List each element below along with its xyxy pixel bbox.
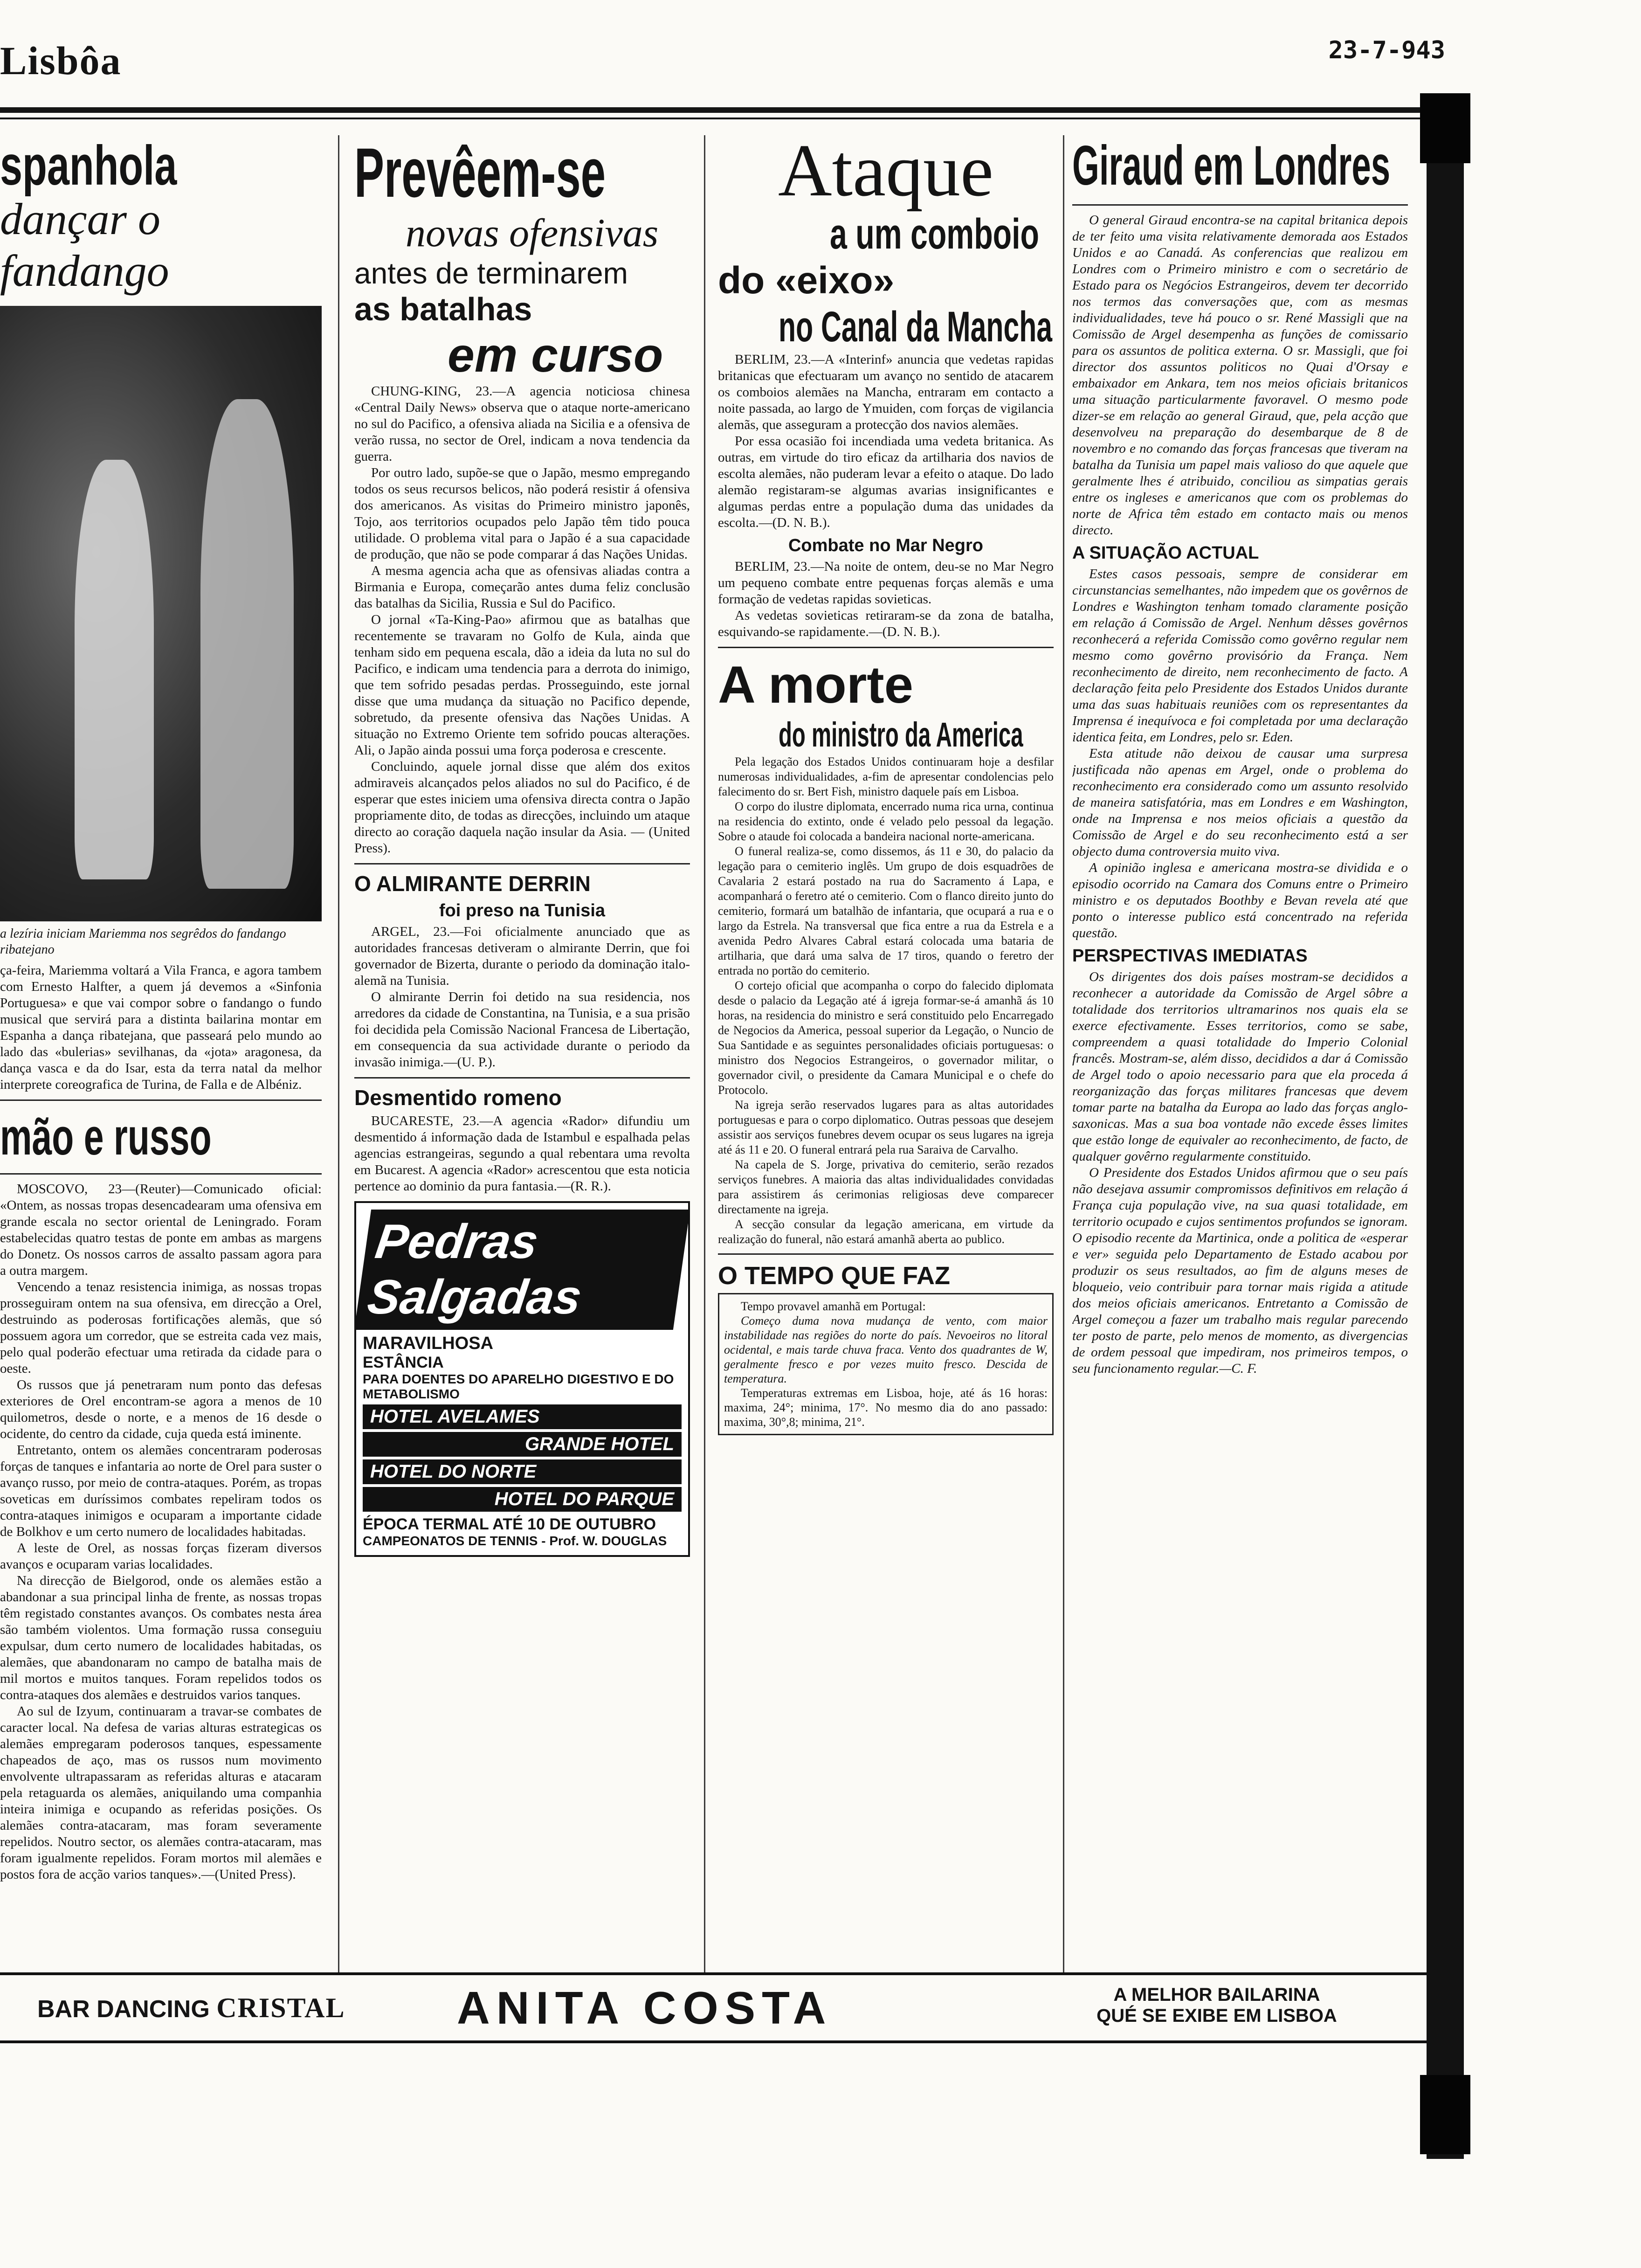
column-rule [1063,135,1064,1972]
derrin-paragraph: O almirante Derrin foi detido na sua residencia, nos arredores da cidade de Constantina, na Tunisia, e a sua prisão foi decidida pela Comissão Nacional Francesa de Libertação, em consequencia da sua actividade durante o periodo da invasão inimiga.—(U. P.). [354,989,690,1070]
divider [354,1077,690,1079]
divider [0,1099,322,1101]
ad-hotel-do-norte: HOTEL DO NORTE [363,1459,682,1484]
weather-forecast: Começo duma nova mudança de vento, com maior instabilidade nas regiões do norte do país. Nevoeiros no litoral ocidental, e mais tarde chuva fraca. Vento dos quadrantes de W, geralmente fresco e por vezes muito fresco. Descida de temperatura. [724,1314,1048,1385]
photo-caption: a lezíria iniciam Mariemma nos segrêdos do fandango ribatejano [0,927,286,957]
ad-bar-dancing-label: BAR DANCING [37,1996,210,2023]
ad-grande-hotel: GRANDE HOTEL [363,1432,682,1457]
subhead-ministro-america: do ministro da America [779,715,1023,754]
photo-figure-woman [75,460,154,879]
column-fandango-article [0,131,322,1972]
berlin-convoy-paragraph: BERLIM, 23.—A «Interinf» anuncia que vedetas rapidas britanicas que efectuaram um avanço no sentido de atacarem os comboios alemães na Mancha, entraram em contacto a noite passada, ao largo de Ymuiden, com forças de vigilancia alemãs, que asseguram a protecção dos navios alemães. [718,352,1054,432]
ad-cristal: CRISTAL [216,1992,345,2023]
ad-bar-dancing [37,1992,345,2024]
subhead-preso-tunisia: foi preso na Tunisia [439,901,606,920]
issue-date: 23-7-943 [1328,36,1445,64]
anita-costa-ad [0,1972,1427,2043]
fandango-text: ça-feira, Mariemma voltará a Vila Franca, e agora tambem com Ernesto Halfter, a quem já devemos a «Sinfonia Portuguesa» e que vai compor sobre o fandango o fundo musical que servirá para a distinta bailarina montar em Espanha a dança ribatejana, que passeará pelo mundo ao lado das «bulerias» sevilhanas, da «jota» aragonesa, da dança vasca e da do Isar, esta da terra natal da melhor interprete coreografica de Turina, de Falla e de Albéniz. [0,963,322,1092]
subhead-perspectivas-imediatas: PERSPECTIVAS IMEDIATAS [1072,946,1308,966]
column-convoy-attack [718,131,1054,1972]
ad-anita-costa: ANITA COSTA [457,1982,833,2033]
chungking-paragraph: CHUNG-KING, 23.—A agencia noticiosa chinesa «Central Daily News» observa que o ataque norte-americano no sul do Pacifico, a ofensiva aliada na Sicilia e a ofensiva de verão russa, no sector de Orel, indicam a nova tendencia da guerra. [354,384,690,464]
ad-line-doentes: PARA DOENTES DO APARELHO DIGESTIVO E DO METABOLISMO [363,1372,674,1401]
ad-hotel-do-parque: HOTEL DO PARQUE [363,1487,682,1512]
bucharest-paragraph: BUCARESTE, 23.—A agencia «Rador» difundiu um desmentido á informação dada de Istambul e espalhada pelas agencias estrangeiras, segundo a qual rebentara uma revolta em Bucarest. A agencia «Rador» acrescentou que esta noticia pertence ao dominio da pura fantasia.—(R. R.). [354,1113,690,1194]
subhead-as-batalhas: as batalhas [354,291,532,327]
column-rule [338,135,339,1972]
chungking-paragraph: Por outro lado, supõe-se que o Japão, mesmo empregando todos os seus recursos belicos, não poderá resistir á ofensiva dos americanos. As visitas do Primeiro ministro japonês, Tojo, aos territorios ocupados pelo Japão têm tido pouca utilidade. O problema vital para o Japão é a sua capacidade de produção, que não se pode comparar á das Nações Unidas. [354,465,690,562]
funeral-paragraph: O funeral realiza-se, como dissemos, ás 11 e 30, do palacio da legação para o cemiterio inglês. Um grupo de dois esquadrões de Cavalaria 2 estará postado na rua do Sacramento á Lapa, e acompanhará o feretro até o cemiterio. Com o flanco direito junto do cemiterio, formará um batalhão de infantaria, que ocupará a rua e o largo da Estrela. Na transversal que fica entre a rua da Estrela e a avenida Pedro Alvares Cabral estará colocada uma bataria de artilharia, que dará uma salva de 17 tiros, quando o feretro der entrada no portão do cemiterio. [718,844,1054,977]
pedras-salgadas-ad [354,1201,690,1557]
divider [1072,204,1408,206]
column-offensives [354,131,690,1972]
headline-espanhola: spanhola [0,134,177,197]
divider [0,1173,322,1175]
subhead-a-um-comboio: a um comboio [830,210,1039,258]
top-rule [0,107,1441,113]
subhead-antes-de-terminarem: antes de terminarem [354,256,628,290]
funeral-paragraph: A secção consular da legação americana, em virtude da realização do funeral, não estará amanhã aberta ao publico. [718,1217,1054,1246]
perspectivas-paragraph: Os dirigentes dos dois países mostram-se decididos a reconhecer a autoridade da Comissão de Argel sôbre a totalidade dos territorios ultramarinos nos quais ela se exerce efectivamente. Esses territorios, como se sabe, compreendem a quasi totalidade do Imperio Colonial francês. Mostram-se, além disso, decididos a dar á Comissão de Argel todo o apoio necessario para que ela proceda á reorganização das forças militares francesas que devem tomar parte na batalha da Europa ao lado das forças anglo-saxonicas. Mas a sua boa vontade não excede êsses limites que estão longe de equivaler ao reconhecimento, de facto, de qualquer govêrno regularmente constituido. [1072,969,1408,1164]
ad-hotel-avelames: HOTEL AVELAMES [363,1404,682,1429]
situacao-paragraph: Esta atitude não deixou de causar uma surpresa justificada não apenas em Argel, onde o problema do reconhecimento era considerado como um assunto resolvido de maneira satisfatória, mas em Londres e em Washington, onde na Imprensa e nos meios oficiais a questão da Comissão de Argel e do seu reconhecimento está a ser objecto duma controversia muito viva. [1072,746,1408,859]
ad-campeonatos: CAMPEONATOS DE TENNIS - Prof. W. DOUGLAS [363,1534,667,1548]
moscow-paragraph: Na direcção de Bielgorod, onde os alemães estão a abandonar a sua principal linha de frente, as nossas tropas têm registado constantes avanços. Os combates nesta área são também violentos. Uma formação russa conseguiu expulsar, dum certo numero de localidades habitadas, os alemães, que abandonaram no campo de batalha mais de mil mortos e muitos tanques. Foram repelidos todos os contra-ataques dos alemães e destruidos varios tanques. [0,1573,322,1702]
funeral-paragraph: O corpo do ilustre diplomata, encerrado numa rica urna, continua na residencia do extinto, onde é velado pelo pessoal da legação. Sobre o ataude foi colocada a bandeira nacional norte-americana. [718,800,1054,843]
divider [718,647,1054,648]
column-giraud [1072,131,1408,1972]
weather-temperatures: Temperaturas extremas em Lisboa, hoje, até ás 16 horas: maxima, 24°; minima, 17°. No mesmo dia do ano passado: maxima, 30°,8; minima, 21°. [724,1386,1048,1429]
subhead-mar-negro: Combate no Mar Negro [788,536,984,555]
headline-giraud-londres: Giraud em Londres [1072,134,1391,197]
black-sea-paragraph: As vedetas sovieticas retiraram-se da zona de batalha, esquivando-se rapidamente.—(D. N. B.). [718,608,1054,639]
subhead-situacao-actual: A SITUAÇÃO ACTUAL [1072,543,1259,563]
subhead-novas-ofensivas: novas ofensivas [406,210,659,255]
weather-intro: Tempo provavel amanhã em Portugal: [741,1300,926,1313]
weather-box [718,1293,1054,1435]
moscow-paragraph: Entretanto, ontem os alemães concentraram poderosas forças de tanques e infantaria ao norte de Orel para suster o avanço russo, por meio de contra-ataques. Porém, as tropas soveticas em duríssimos combates repeliram todos os contra-ataques inimigos e ocuparam a importante cidade de Bolkhov e um certo numero de localidades habitadas. [0,1443,322,1539]
moscow-paragraph: Ao sul de Izyum, continuaram a travar-se combates de caracter local. Na defesa de varias alturas estrategicas os alemães empregaram poderosos tanques, espessamente chapeados de aço, mas os russos num movimento envolvente ultrapassaram as referidas alturas e atacaram pela retaguarda os alemães, aniquilando uma companhia inteira inimiga e ocupando as referidas posições. Os alemães contra-atacaram, mas foram severamente repelidos. Noutro sector, os alemães contra-atacaram, mas foram igualmente repelidos. Foram mortos mil alemães e postos fora de acção varios tanques».—(United Press). [0,1704,322,1882]
ad-melhor-bailarina: A MELHOR BAILARINA [1113,1984,1320,2005]
headline-tempo-que-faz: O TEMPO QUE FAZ [718,1262,951,1290]
headline-a-morte: A morte [718,656,914,714]
headline-ataque: Ataque [778,131,994,212]
ad-right-text [1054,1984,1380,2026]
ad-line-maravilhosa: MARAVILHOSA [363,1334,494,1353]
subhead-fandango: dançar o fandango [0,194,169,296]
subhead-do-eixo: do «eixo» [718,259,895,302]
situacao-paragraph: Estes casos pessoais, sempre de considerar em circunstancias semelhantes, não impedem que os govêrnos de Londres e Washington tenham tomado claramente posição em relação á Comissão de Argel. Nenhum dêsses govêrnos reconhecerá a referida Comissão como govêrno regular nem mesmo como govêrno provisório da França. Nem reconhecimento de direito, nem reconhecimento de facto. A declaração feita pelo Presidente dos Estados Unidos durante uma das suas habituais reuniões com os representantes da Imprensa é inequívoca e foi completada por uma declaração identica feita, em Londres, pelo sr. Eden. [1072,567,1408,745]
subhead-em-curso: em curso [448,328,663,382]
funeral-paragraph: O cortejo oficial que acompanha o corpo do falecido diplomata desde o palacio da Legação até á igreja formar-se-á amanhã ás 10 horas, na residencia do ministro e será constituido pelo Encarregado de Negocios da America, pessoal superior da Legação, o Nuncio de Sua Santidade e as seguintes personalidades oficiais portuguesas: o ministro dos Negocios Estrangeiros, o governador militar, o governador civil, o presidente da Camara Municipal e o chefe do Protocolo. [718,979,1054,1097]
newspaper-name [0,37,122,84]
photo-figure-man [200,399,294,889]
berlin-convoy-paragraph: Por essa ocasião foi incendiada uma vedeta britanica. As outras, em virtude do tiro eficaz da artilharia dos navios de escolta alemães, não puderam levar a efeito o ataque. Do lado alemão registaram-se algumas avarias insignificantes e algumas perdas entre a população duma das unidades da escolta.—(D. N. B.). [718,434,1054,530]
black-sea-paragraph: BERLIM, 23.—Na noite de ontem, deu-se no Mar Negro um pequeno combate entre pequenas forças alemãs e uma formação de vedetas rapidas sovieticas. [718,559,1054,607]
column-rule [704,135,705,1972]
chungking-paragraph: A mesma agencia acha que as ofensivas aliadas contra a Birmania e Europa, começarão antes duma feliz conclusão das batalhas da Sicilia, Russia e Sul do Pacifico. [354,563,690,611]
ad-line-estancia: ESTÂNCIA [363,1354,444,1371]
moscow-paragraph: MOSCOVO, 23—(Reuter)—Comunicado oficial: «Ontem, as nossas tropas desencadearam uma ofensiva em grande escala no sector oriental de Leningrado. Foram estabelecidas quatro testas de ponte em ambas as margens do Donetz. Os nossos carros de assalto passam agora para a outra margem. [0,1182,322,1278]
derrin-paragraph: ARGEL, 23.—Foi oficialmente anunciado que as autoridades francesas detiveram o almirante Derrin, que foi governador de Bizerta, durante o periodo da dominação italo-alemã na Tunisia. [354,924,690,988]
chungking-paragraph: O jornal «Ta-King-Pao» afirmou que as batalhas que recentemente se travaram no Golfo de Kula, ainda que tenham sido em pequena escala, dão a ideia da luta no sul do Pacifico, e indicam uma tendencia para a derrota do inimigo, que tem sofrido pesadas perdas. Prosseguindo, este jornal disse que uma mudança da situação no Pacifico depende, sobretudo, da presente ofensiva das Nações Unidas. A situação no Extremo Oriente tem sofrido poucas alterações. Ali, o Japão ainda possui uma força poderosa e crescente. [354,612,690,758]
giraud-paragraph: O general Giraud encontra-se na capital britanica depois de ter feito uma visita relativamente demorada aos Estados Unidos e ao Canadá. As conferencias que realizou em Londres com o Primeiro ministro e com o secretário de Estado para os Negócios Estrangeiros, devem ter decorrido nos termos das conversações que, com as mesmas individualidades, teve há pouco o sr. René Massigli que na Comissão de Argel desempenha as funções de comissario para os assuntos de politica externa. O sr. Massigli, que foi director dos assuntos politicos no Quai d'Orsay e embaixador em Ankara, tem nos meios oficiais britanicos uma situação particularmente favoravel. O mesmo pode dizer-se em relação ao general Giraud, que, pela acção que desenvolveu na preparação do desembarque de 8 de novembro e no comando das forças francesas que tiveram na batalha da Tunisia um papel mais valioso do que aquele que geralmente lhes é atribuido, conciliou as simpatias gerais entre os ingleses e americanos que com os problemas do norte de Africa têm estado em contacto mais ou menos directo. [1072,213,1408,538]
top-rule-thin [0,118,1441,119]
perspectivas-paragraph: O Presidente dos Estados Unidos afirmou que o seu país não desejava assumir compromissos definitivos em relação á França cuja população vive, na sua quasi totalidade, em territorio ocupado e cujos sentimentos profundos se ignoram. O episodio recente da Martinica, onde a politica de «esperar e ver» seguida pelo Departamento de Estado acabou por produzir os seus resultados, ao fim de alguns meses de bloqueio, veio contribuir para tornar mais rigida a atitude dos meios oficiais americanos. Entretanto a Comissão de Argel começou a fazer um trabalho mais regular parecendo ter posto de parte, pelo menos de momento, as divergencias de ordem pessoal que impediram, nos primeiros tempos, o seu funcionamento regular.—C. F. [1072,1165,1408,1376]
chungking-paragraph: Concluindo, aquele jornal disse que além dos exitos admiraveis alcançados pelos aliados no sul do Pacifico, é de esperar que estes iniciem uma ofensiva directa contra o Japão propriamente dito, de todas as direcções, incluindo um ataque directo ao coração daquela nação insular da Asia. — (United Press). [354,759,690,856]
situacao-paragraph: A opinião inglesa e americana mostra-se dividida e o episodio ocorrido na Camara dos Comuns entre o Primeiro ministro e os deputados Boothby e Bevan revela até que ponto o interesse publico está concentrado na referida questão. [1072,860,1408,940]
headline-alemao-russo: mão e russo [0,1108,212,1166]
moscow-paragraph: Os russos que já penetraram num ponto das defesas exteriores de Orel encontram-se agora a menos de 10 quilometros, desde o norte, e a menos de 16 desde o ocidente, do centro da cidade, cuja queda está iminente. [0,1377,322,1441]
divider [718,1253,1054,1255]
funeral-paragraph: Pela legação dos Estados Unidos continuaram hoje a desfilar numerosas individualidades, a-fim de apresentar condolencias pelo falecimento do sr. Bert Fish, ministro daquele país em Lisboa. [718,755,1054,798]
moscow-paragraph: Vencendo a tenaz resistencia inimiga, as nossas tropas prosseguiram ontem na sua ofensiva, em direcção a Orel, destruindo as poderosas fortificações alemãs, que só possuem agora um corredor, que se estreita cada vez mais, pelo qual poderão efectuar uma retirada da cidade para o oeste. [0,1279,322,1376]
divider [354,863,690,864]
funeral-paragraph: Na capela de S. Jorge, privativa do cemiterio, serão rezados serviços funebres. A maioria das altas individualidades convidadas para assistirem ás cerimonias religiosas deve comparecer directamente na igreja. [718,1158,1054,1216]
subhead-canal-mancha: no Canal da Mancha [779,303,1053,351]
headline-desmentido-romeno: Desmentido romeno [354,1086,562,1110]
moscow-paragraph: A leste de Orel, as nossas forças fizeram diversos avanços e ocuparam varias localidades. [0,1541,322,1572]
headline-preveem-se: Prevêem-se [354,133,606,212]
page-edge-bar [1427,93,1464,2159]
dancers-photo [0,306,322,921]
ad-exibe-lisboa: QUÉ SE EXIBE EM LISBOA [1096,2005,1337,2026]
headline-almirante-derrin: O ALMIRANTE DERRIN [354,871,591,896]
ad-epoca-termal: ÉPOCA TERMAL ATÉ 10 DE OUTUBRO [363,1515,656,1533]
funeral-paragraph: Na igreja serão reservados lugares para as altas autoridades portuguesas e para o corpo diplomatico. Outras pessoas que desejem assistir aos serviços funebres devem ocupar os seus lugares na igreja até ás 11 e 20. O funeral entrará pela rua Saraiva de Carvalho. [718,1098,1054,1156]
newspaper-name-text: Lisbôa [0,38,122,83]
pedras-salgadas-logo: Pedras Salgadas [354,1210,690,1330]
